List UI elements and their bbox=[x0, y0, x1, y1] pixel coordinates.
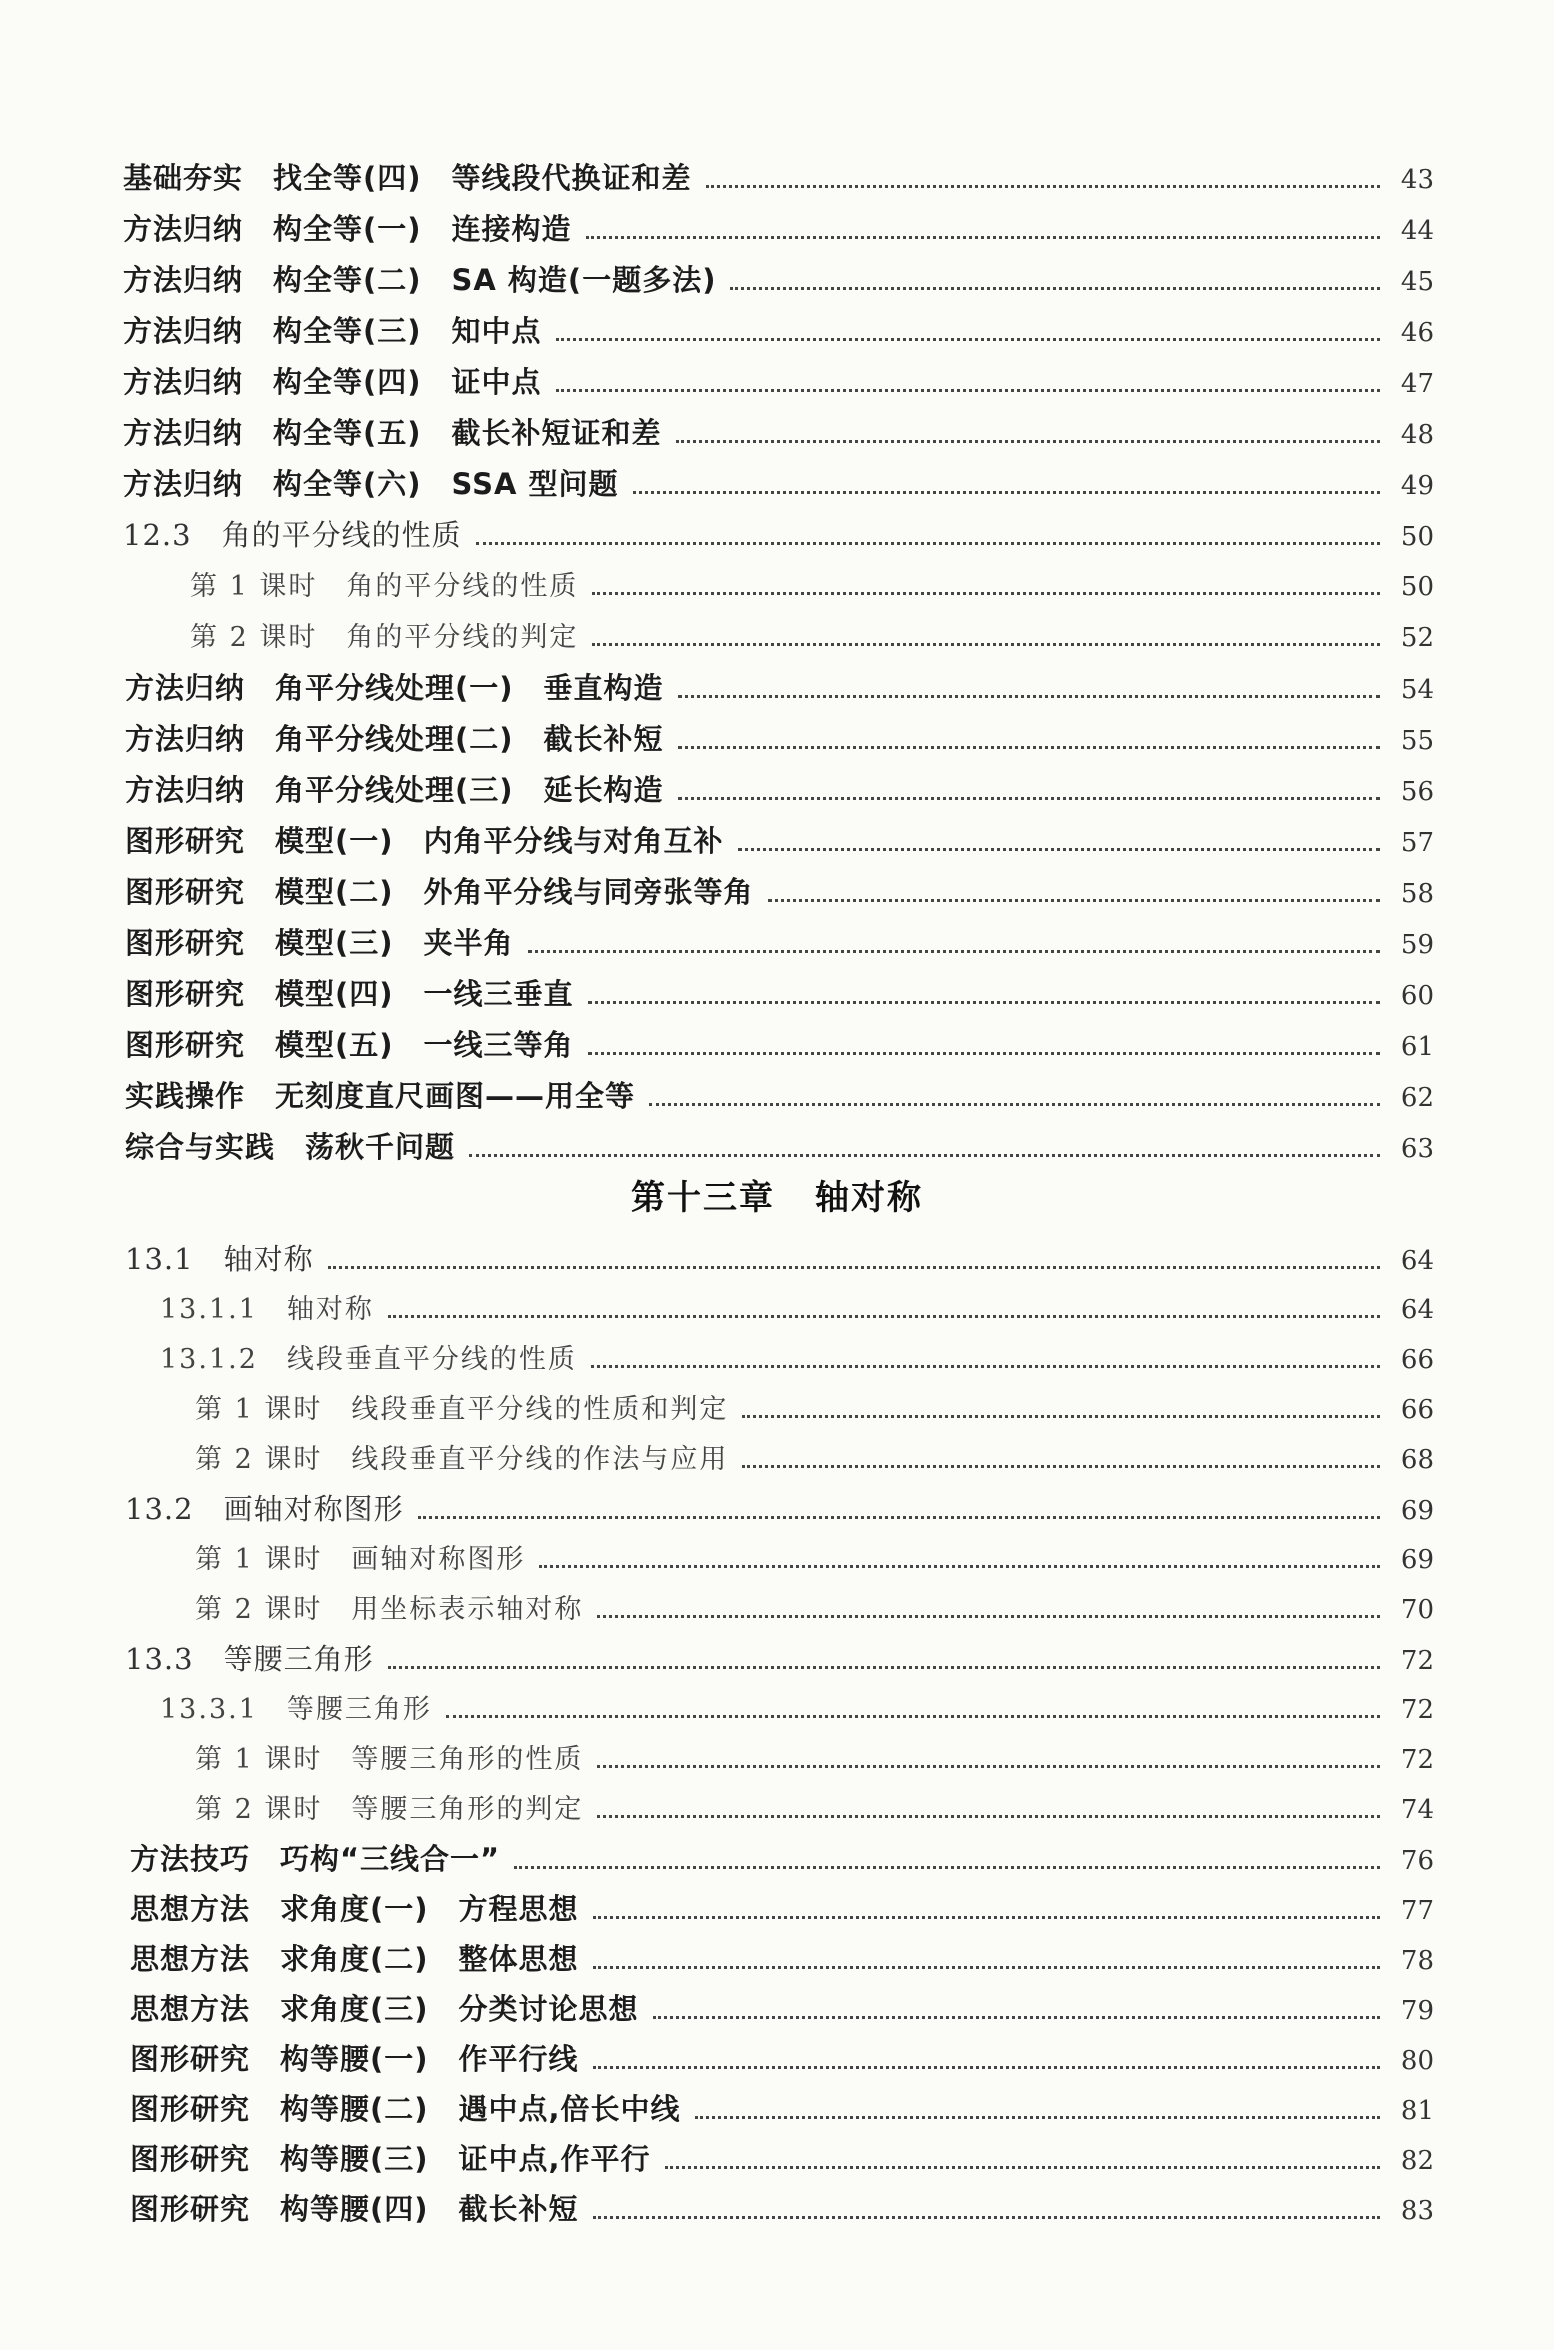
toc-section-entry[interactable] bbox=[123, 513, 1434, 561]
leader-dots bbox=[738, 848, 1380, 851]
toc-entry-label: 方法归纳 构全等(二) SA 构造(一题多法) bbox=[123, 263, 717, 297]
toc-entry[interactable] bbox=[125, 819, 1434, 867]
toc-section-entry[interactable] bbox=[125, 1237, 1434, 1285]
toc-entry-page: 55 bbox=[1400, 726, 1434, 756]
toc-entry-page: 58 bbox=[1400, 879, 1434, 909]
toc-entry-label: 思想方法 求角度(二) 整体思想 bbox=[130, 1942, 579, 1976]
toc-entry-page: 59 bbox=[1400, 930, 1434, 960]
toc-entry[interactable] bbox=[123, 360, 1434, 408]
chapter-heading bbox=[0, 1170, 1554, 1219]
leader-dots bbox=[476, 542, 1380, 545]
toc-entry-label: 方法归纳 构全等(四) 证中点 bbox=[123, 365, 542, 399]
toc-entry-label: 方法归纳 角平分线处理(一) 垂直构造 bbox=[125, 671, 664, 705]
toc-entry-page: 54 bbox=[1400, 675, 1434, 705]
toc-entry[interactable] bbox=[130, 2037, 1434, 2085]
leader-dots bbox=[469, 1154, 1380, 1157]
toc-entry-page: 66 bbox=[1400, 1395, 1434, 1425]
toc-entry-label: 综合与实践 荡秋千问题 bbox=[125, 1130, 456, 1164]
toc-entry-page: 79 bbox=[1400, 1996, 1434, 2026]
leader-dots bbox=[556, 389, 1380, 392]
toc-entry-label: 图形研究 构等腰(二) 遇中点,倍长中线 bbox=[130, 2092, 681, 2126]
chapter-number: 第十三章 bbox=[631, 1178, 775, 1218]
toc-entry-page: 45 bbox=[1400, 267, 1434, 297]
toc-entry-label: 第 1 课时 角的平分线的性质 bbox=[190, 571, 579, 602]
toc-entry-page: 77 bbox=[1400, 1896, 1434, 1926]
toc-entry-page: 47 bbox=[1400, 369, 1434, 399]
leader-dots bbox=[514, 1866, 1380, 1869]
toc-entry[interactable] bbox=[125, 1023, 1434, 1071]
leader-dots bbox=[388, 1315, 1380, 1318]
leader-dots bbox=[592, 592, 1380, 595]
toc-entry-page: 69 bbox=[1400, 1545, 1434, 1575]
toc-entry-page: 49 bbox=[1400, 471, 1434, 501]
toc-entry-label: 图形研究 模型(三) 夹半角 bbox=[125, 926, 514, 960]
toc-entry-label: 图形研究 构等腰(四) 截长补短 bbox=[130, 2192, 579, 2226]
leader-dots bbox=[676, 440, 1380, 443]
toc-entry[interactable] bbox=[130, 2087, 1434, 2135]
leader-dots bbox=[597, 1815, 1380, 1818]
leader-dots bbox=[592, 643, 1380, 646]
leader-dots bbox=[768, 899, 1380, 902]
leader-dots bbox=[649, 1103, 1380, 1106]
leader-dots bbox=[593, 2216, 1380, 2219]
toc-entry[interactable] bbox=[130, 1937, 1434, 1985]
toc-entry[interactable] bbox=[125, 768, 1434, 816]
toc-entry-page: 82 bbox=[1400, 2146, 1434, 2176]
toc-entry-label: 13.1.2 线段垂直平分线的性质 bbox=[160, 1344, 577, 1375]
toc-entry-page: 72 bbox=[1400, 1695, 1434, 1725]
toc-entry-label: 图形研究 模型(一) 内角平分线与对角互补 bbox=[125, 824, 724, 858]
toc-entry-label: 方法归纳 角平分线处理(三) 延长构造 bbox=[125, 773, 664, 807]
toc-entry-page: 52 bbox=[1400, 623, 1434, 653]
toc-entry-label: 基础夯实 找全等(四) 等线段代换证和差 bbox=[123, 161, 692, 195]
toc-lesson-entry[interactable] bbox=[195, 1787, 1434, 1835]
toc-entry-page: 68 bbox=[1400, 1445, 1434, 1475]
toc-lesson-entry[interactable] bbox=[190, 615, 1434, 663]
leader-dots bbox=[695, 2116, 1380, 2119]
toc-entry-label: 思想方法 求角度(三) 分类讨论思想 bbox=[130, 1992, 639, 2026]
leader-dots bbox=[593, 1966, 1380, 1969]
toc-entry-label: 图形研究 构等腰(一) 作平行线 bbox=[130, 2042, 579, 2076]
toc-entry-label: 第 2 课时 线段垂直平分线的作法与应用 bbox=[195, 1444, 729, 1475]
toc-entry-label: 图形研究 模型(四) 一线三垂直 bbox=[125, 977, 574, 1011]
toc-entry[interactable] bbox=[123, 207, 1434, 255]
toc-entry[interactable] bbox=[130, 1837, 1434, 1885]
leader-dots bbox=[328, 1266, 1380, 1269]
toc-entry-page: 50 bbox=[1400, 522, 1434, 552]
leader-dots bbox=[388, 1666, 1380, 1669]
leader-dots bbox=[678, 695, 1380, 698]
toc-entry-page: 57 bbox=[1400, 828, 1434, 858]
toc-entry[interactable] bbox=[125, 717, 1434, 765]
toc-entry-page: 50 bbox=[1400, 572, 1434, 602]
toc-entry-label: 第 2 课时 等腰三角形的判定 bbox=[195, 1794, 584, 1825]
leader-dots bbox=[678, 746, 1380, 749]
toc-entry[interactable] bbox=[125, 1125, 1434, 1173]
toc-lesson-entry[interactable] bbox=[195, 1437, 1434, 1485]
toc-subsection-entry[interactable] bbox=[160, 1337, 1434, 1385]
toc-entry-page: 44 bbox=[1400, 216, 1434, 246]
leader-dots bbox=[593, 1916, 1380, 1919]
toc-entry-label: 思想方法 求角度(一) 方程思想 bbox=[130, 1892, 579, 1926]
toc-entry[interactable] bbox=[130, 1987, 1434, 2035]
toc-entry-label: 方法归纳 构全等(一) 连接构造 bbox=[123, 212, 572, 246]
toc-subsection-entry[interactable] bbox=[160, 1287, 1434, 1335]
toc-entry-page: 62 bbox=[1400, 1083, 1434, 1113]
toc-entry-page: 43 bbox=[1400, 165, 1434, 195]
toc-lesson-entry[interactable] bbox=[195, 1387, 1434, 1435]
toc-entry-label: 方法归纳 构全等(三) 知中点 bbox=[123, 314, 542, 348]
toc-entry-page: 70 bbox=[1400, 1595, 1434, 1625]
toc-entry-label: 方法技巧 巧构“三线合一” bbox=[130, 1842, 501, 1876]
toc-lesson-entry[interactable] bbox=[195, 1537, 1434, 1585]
leader-dots bbox=[678, 797, 1380, 800]
toc-section-entry[interactable] bbox=[125, 1637, 1434, 1685]
leader-dots bbox=[730, 287, 1380, 290]
toc-lesson-entry[interactable] bbox=[190, 564, 1434, 612]
toc-entry[interactable] bbox=[130, 1887, 1434, 1935]
toc-entry-label: 第 1 课时 线段垂直平分线的性质和判定 bbox=[195, 1394, 729, 1425]
toc-entry-page: 60 bbox=[1400, 981, 1434, 1011]
toc-entry-label: 13.1 轴对称 bbox=[125, 1242, 314, 1276]
toc-entry-page: 48 bbox=[1400, 420, 1434, 450]
toc-entry[interactable] bbox=[125, 870, 1434, 918]
leader-dots bbox=[653, 2016, 1380, 2019]
toc-entry[interactable] bbox=[125, 1074, 1434, 1122]
toc-entry[interactable] bbox=[130, 2137, 1434, 2185]
toc-entry-page: 66 bbox=[1400, 1345, 1434, 1375]
toc-entry-label: 13.2 画轴对称图形 bbox=[125, 1492, 404, 1526]
toc-entry-page: 74 bbox=[1400, 1795, 1434, 1825]
leader-dots bbox=[528, 950, 1380, 953]
toc-lesson-entry[interactable] bbox=[195, 1587, 1434, 1635]
toc-entry-label: 实践操作 无刻度直尺画图——用全等 bbox=[125, 1079, 636, 1113]
toc-subsection-entry[interactable] bbox=[160, 1687, 1434, 1735]
leader-dots bbox=[742, 1465, 1380, 1468]
leader-dots bbox=[597, 1765, 1380, 1768]
toc-entry-label: 图形研究 模型(二) 外角平分线与同旁张等角 bbox=[125, 875, 754, 909]
leader-dots bbox=[446, 1715, 1380, 1718]
toc-entry-label: 第 2 课时 角的平分线的判定 bbox=[190, 622, 579, 653]
toc-entry-page: 46 bbox=[1400, 318, 1434, 348]
toc-entry-page: 63 bbox=[1400, 1134, 1434, 1164]
toc-entry-page: 81 bbox=[1400, 2096, 1434, 2126]
leader-dots bbox=[588, 1001, 1380, 1004]
toc-entry[interactable] bbox=[125, 972, 1434, 1020]
leader-dots bbox=[591, 1365, 1380, 1368]
toc-entry-label: 图形研究 模型(五) 一线三等角 bbox=[125, 1028, 574, 1062]
toc-entry-label: 方法归纳 构全等(六) SSA 型问题 bbox=[123, 467, 619, 501]
leader-dots bbox=[597, 1615, 1380, 1618]
leader-dots bbox=[706, 185, 1380, 188]
toc-entry-page: 64 bbox=[1400, 1295, 1434, 1325]
toc-lesson-entry[interactable] bbox=[195, 1737, 1434, 1785]
toc-entry[interactable] bbox=[123, 258, 1434, 306]
toc-entry-label: 第 1 课时 画轴对称图形 bbox=[195, 1544, 526, 1575]
toc-entry-page: 76 bbox=[1400, 1846, 1434, 1876]
toc-entry[interactable] bbox=[125, 921, 1434, 969]
toc-entry-page: 56 bbox=[1400, 777, 1434, 807]
toc-entry-label: 12.3 角的平分线的性质 bbox=[123, 518, 462, 552]
toc-entry-label: 第 2 课时 用坐标表示轴对称 bbox=[195, 1594, 584, 1625]
toc-entry-label: 方法归纳 角平分线处理(二) 截长补短 bbox=[125, 722, 664, 756]
toc-entry-label: 13.3.1 等腰三角形 bbox=[160, 1694, 432, 1725]
toc-entry[interactable] bbox=[123, 309, 1434, 357]
leader-dots bbox=[539, 1565, 1380, 1568]
toc-entry-label: 第 1 课时 等腰三角形的性质 bbox=[195, 1744, 584, 1775]
toc-entry-label: 图形研究 构等腰(三) 证中点,作平行 bbox=[130, 2142, 651, 2176]
toc-entry-page: 78 bbox=[1400, 1946, 1434, 1976]
toc-entry-label: 13.3 等腰三角形 bbox=[125, 1642, 374, 1676]
leader-dots bbox=[665, 2166, 1380, 2169]
toc-entry-label: 方法归纳 构全等(五) 截长补短证和差 bbox=[123, 416, 662, 450]
toc-entry-label: 13.1.1 轴对称 bbox=[160, 1294, 374, 1325]
toc-entry-page: 72 bbox=[1400, 1745, 1434, 1775]
leader-dots bbox=[586, 236, 1380, 239]
toc-entry-page: 83 bbox=[1400, 2196, 1434, 2226]
toc-entry[interactable] bbox=[123, 411, 1434, 459]
toc-entry-page: 72 bbox=[1400, 1646, 1434, 1676]
leader-dots bbox=[556, 338, 1380, 341]
toc-section-entry[interactable] bbox=[125, 1487, 1434, 1535]
leader-dots bbox=[593, 2066, 1380, 2069]
toc-entry[interactable] bbox=[123, 156, 1434, 204]
toc-entry-page: 64 bbox=[1400, 1246, 1434, 1276]
leader-dots bbox=[418, 1516, 1380, 1519]
leader-dots bbox=[742, 1415, 1380, 1418]
leader-dots bbox=[633, 491, 1380, 494]
toc-entry-page: 61 bbox=[1400, 1032, 1434, 1062]
toc-entry-page: 69 bbox=[1400, 1496, 1434, 1526]
toc-entry-page: 80 bbox=[1400, 2046, 1434, 2076]
toc-entry[interactable] bbox=[123, 462, 1434, 510]
toc-entry[interactable] bbox=[125, 666, 1434, 714]
leader-dots bbox=[588, 1052, 1380, 1055]
chapter-name: 轴对称 bbox=[815, 1178, 923, 1218]
toc-entry[interactable] bbox=[130, 2187, 1434, 2235]
